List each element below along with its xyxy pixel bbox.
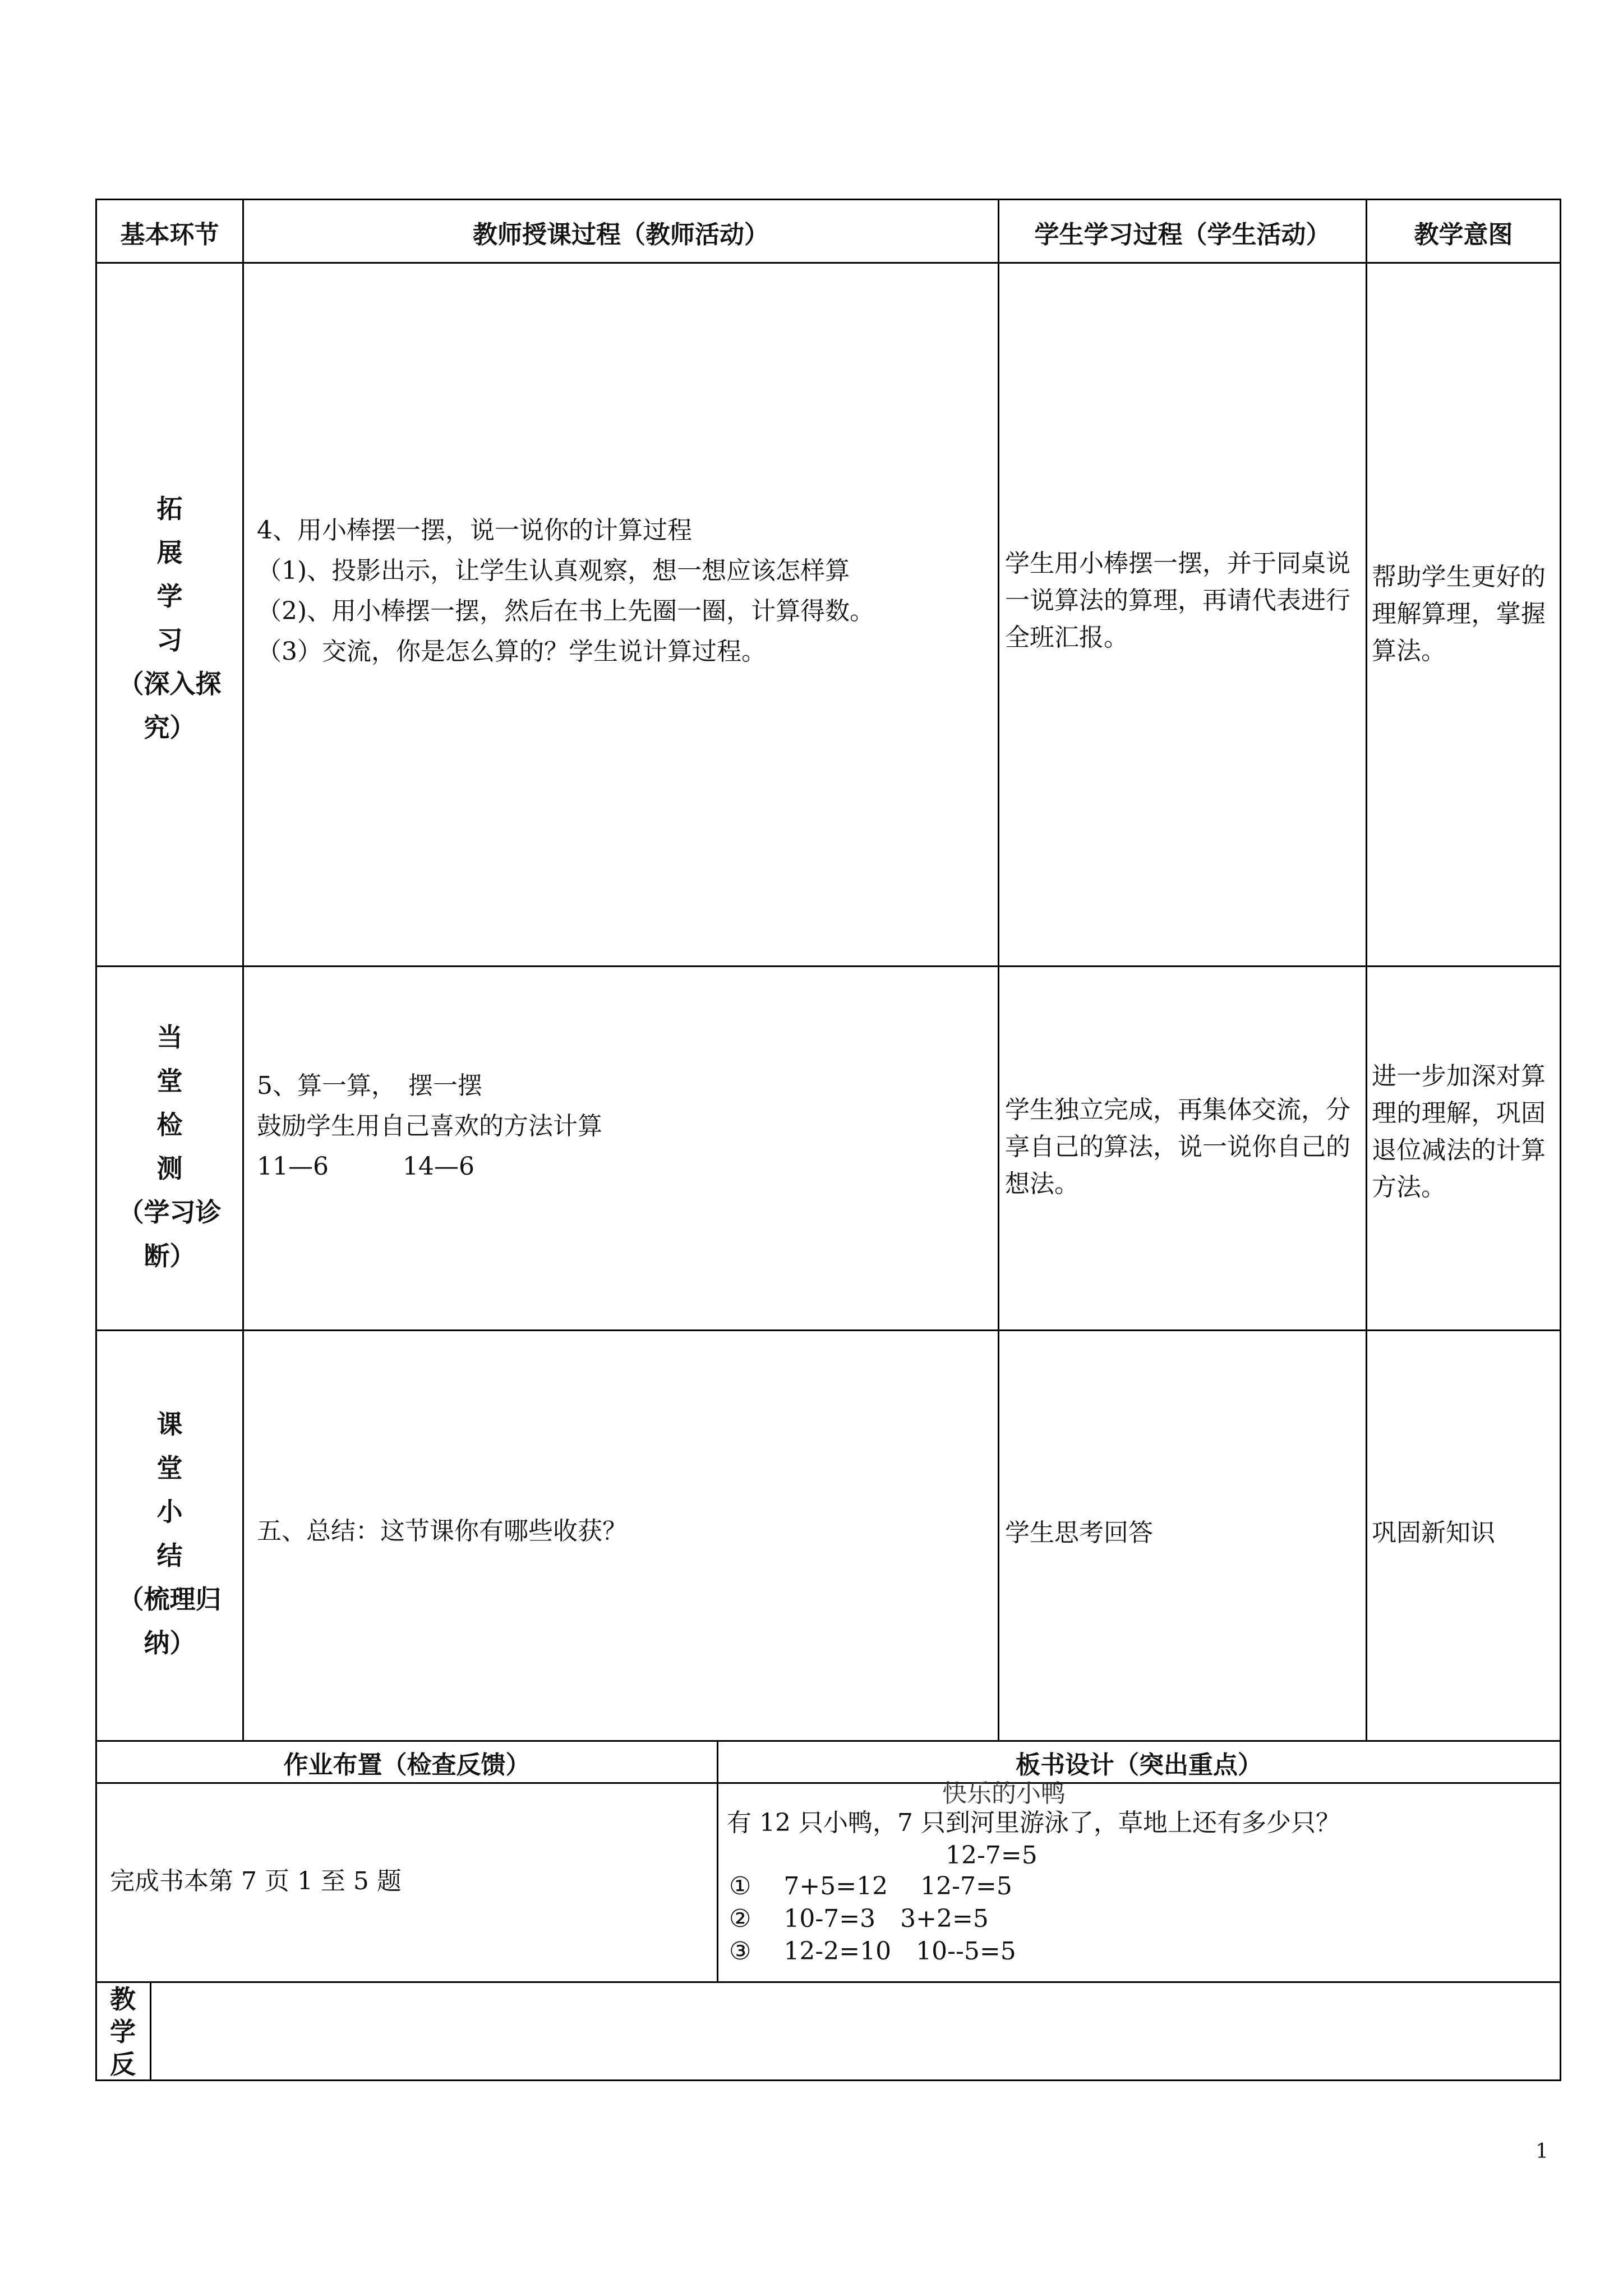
student-activity-check: 学生独立完成，再集体交流，分享自己的算法，说一说你自己的想法。: [1005, 1096, 1350, 1198]
col-divider-3: [1366, 199, 1367, 1742]
row2-divider: [95, 1329, 1561, 1331]
stage-char: 学: [156, 581, 183, 611]
row3-divider: [95, 1740, 1561, 1742]
header-teacher: 教师授课过程（教师活动）: [473, 220, 769, 249]
board-methods: [729, 1870, 1016, 1968]
teacher-line: （2)、用小棒摆一摆，然后在书上先圈一圈，计算得数。: [257, 597, 875, 625]
stage-char: 拓: [156, 494, 183, 524]
stage-char: 结: [156, 1540, 183, 1571]
intent-check: 进一步加深对算理的理解，巩固退位减法的计算方法。: [1372, 1062, 1546, 1202]
teacher-activity-check: [257, 1066, 602, 1187]
teacher-line: （3）交流，你是怎么算的？学生说计算过程。: [257, 637, 766, 666]
bottom-header-divider: [95, 1782, 1561, 1784]
board-divider: [95, 1981, 1561, 1983]
feedback-col-divider: [150, 1981, 151, 2081]
teacher-line: 五、总结：这节课你有哪些收获？: [257, 1517, 627, 1545]
feedback-char: 反: [110, 2049, 136, 2079]
teacher-line: 鼓励学生用自己喜欢的方法计算: [257, 1112, 602, 1140]
teacher-line: 5、算一算， 摆一摆: [257, 1071, 482, 1100]
intent-summary: 巩固新知识: [1372, 1519, 1495, 1547]
board-title: 板书设计（突出重点）: [1016, 1751, 1262, 1779]
board-method-line: ① 7+5=12 12-7=5: [729, 1872, 1012, 1901]
stage-char: 小: [156, 1497, 183, 1527]
header-student: 学生学习过程（学生活动）: [1034, 220, 1331, 249]
board-subtitle: 快乐的小鸭: [942, 1779, 1066, 1808]
teacher-activity-expand: [257, 510, 874, 672]
col-divider-1: [242, 199, 244, 1742]
stage-char: 测: [156, 1153, 183, 1184]
stage-char: 堂: [156, 1066, 183, 1096]
stage-sub: （学习诊: [118, 1197, 222, 1227]
board-method-line: ③ 12-2=10 10--5=5: [729, 1937, 1016, 1966]
stage-sub: 断）: [144, 1241, 196, 1271]
header-stage: 基本环节: [120, 220, 219, 249]
teacher-activity-summary: [257, 1511, 627, 1552]
board-equation: 12-7=5: [946, 1841, 1038, 1870]
homework-content: 完成书本第 7 页 1 至 5 题: [110, 1867, 402, 1895]
stage-sub: 纳）: [144, 1628, 196, 1658]
intent-expand: 帮助学生更好的理解算理，掌握算法。: [1372, 563, 1546, 665]
stage-char: 习: [156, 625, 183, 655]
table-border-right: [1560, 199, 1561, 2081]
feedback-char: 教: [110, 1984, 136, 2014]
stage-label-check: [97, 1015, 242, 1278]
stage-char: 展: [156, 537, 183, 568]
stage-char: 当: [156, 1022, 183, 1052]
col-divider-2: [998, 199, 999, 1742]
stage-sub: （梳理归: [118, 1584, 222, 1614]
header-intent: 教学意图: [1414, 220, 1513, 249]
stage-label-expand: [97, 487, 242, 749]
stage-sub: 究）: [144, 712, 196, 743]
homework-title: 作业布置（检查反馈）: [283, 1751, 531, 1779]
row1-divider: [95, 965, 1561, 967]
teacher-line: （1)、投影出示，让学生认真观察，想一想应该怎样算: [257, 556, 850, 585]
header-divider: [95, 262, 1561, 264]
board-method-line: ② 10-7=3 3+2=5: [729, 1904, 989, 1933]
stage-char: 检: [156, 1110, 183, 1140]
teacher-line: 4、用小棒摆一摆，说一说你的计算过程: [257, 516, 692, 545]
student-activity-expand: 学生用小棒摆一摆，并于同桌说一说算法的算理，再请代表进行全班汇报。: [1005, 549, 1350, 652]
table-border-bottom: [95, 2079, 1561, 2081]
table-border-top: [95, 199, 1561, 200]
stage-char: 课: [156, 1409, 183, 1439]
stage-sub: （深入探: [118, 669, 222, 699]
feedback-label: [103, 1983, 142, 2081]
teacher-line: 11—6 14—6: [257, 1152, 474, 1181]
student-activity-summary: 学生思考回答: [1005, 1519, 1153, 1547]
page-number: 1: [1536, 2140, 1548, 2163]
stage-label-summary: [97, 1402, 242, 1665]
feedback-char: 学: [110, 2017, 136, 2047]
board-question: 有 12 只小鸭，7 只到河里游泳了，草地上还有多少只？: [727, 1809, 1340, 1837]
stage-char: 堂: [156, 1453, 183, 1483]
